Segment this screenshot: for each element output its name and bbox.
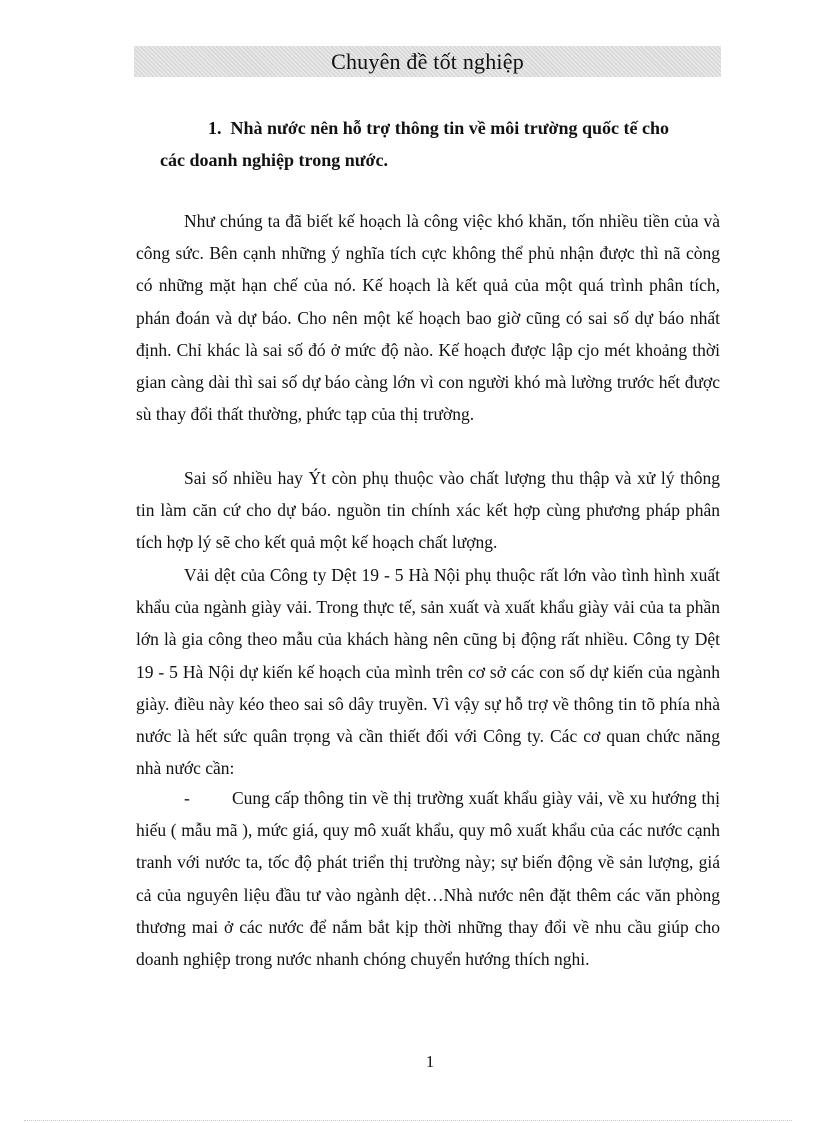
body-paragraph-2 — [136, 462, 720, 559]
body-paragraph-1-text: Như chúng ta đã biết kế hoạch là công việc khó khăn, tốn nhiều tiền của và công sức. Bên cạnh những ý nghĩa tích cực không thể phủ nhận được thì nã còng có những mặt hạn chế của nó. Kế hoạch là kết quả của một quá trình phân tích, phán đoán và dự báo. Cho nên một kế hoạch bao giờ cũng có sai số dự báo nhất định. Chỉ khác là sai số đó ở mức độ nào. Kế hoạch được lập cjo mét khoảng thời gian càng dài thì sai số dự báo càng lớn vì con người khó mà lường trước hết được sù thay đổi thất thường, phức tạp của thị trường. — [136, 211, 720, 425]
body-paragraph-3-text: Vải dệt của Công ty Dệt 19 - 5 Hà Nội phụ thuộc rất lớn vào tình hình xuất khẩu của ngành giày vải. Trong thực tế, sản xuất và xuất khẩu giày vải của ta phần lớn là gia công theo mẫu của khách hàng nên cũng bị động rất nhiều. Công ty Dệt 19 - 5 Hà Nội dự kiến kế hoạch của mình trên cơ sở các con số dự kiến của ngành giày. điều này kéo theo sai sô dây truyền. Vì vậy sự hỗ trợ về thông tin tõ phía nhà nước là hết sức quân trọng và cần thiết đối với Công ty. Các cơ quan chức năng nhà nước cần: — [136, 565, 720, 779]
section-heading-line-1 — [160, 112, 720, 144]
body-paragraph-1 — [136, 205, 720, 430]
page-number: 1 — [425, 1052, 435, 1071]
body-paragraph-2-text: Sai số nhiều hay Ýt còn phụ thuộc vào chất lượng thu thập và xử lý thông tin làm căn cứ cho dự báo. nguồn tin chính xác kết hợp cùng phương pháp phân tích hợp lý sẽ cho kết quả một kế hoạch chất lượng. — [136, 468, 720, 553]
section-heading-line-2: các doanh nghiệp trong nước. — [160, 150, 388, 170]
bullet-paragraph — [136, 782, 720, 975]
section-heading — [160, 112, 720, 176]
bullet-paragraph-text: Cung cấp thông tin về thị trường xuất khẩu giày vải, về xu hướng thị hiếu ( mẫu mã ), mức giá, quy mô xuất khẩu, quy mô xuất khẩu của các nước cạnh tranh với nước ta, tốc độ phát triển thị trường này; sự biến động về sản lượng, giá cả của nguyên liệu đầu tư vào ngành dệt…Nhà nước nên đặt thêm các văn phòng thương mai ở các nước để nắm bắt kịp thời những thay đổi về nhu cầu giúp cho doanh nghiệp trong nước nhanh chóng chuyển hướng thích nghi. — [136, 788, 720, 970]
header-title: Chuyên đề tốt nghiệp — [331, 48, 524, 74]
section-heading-text-1: Nhà nước nên hỗ trợ thông tin về môi trường quốc tế cho — [230, 118, 670, 138]
page-bottom-divider — [24, 1120, 792, 1121]
page-header-banner — [134, 46, 721, 77]
section-heading-number: 1. — [208, 118, 222, 138]
body-paragraph-3 — [136, 559, 720, 784]
bullet-dash: - — [184, 788, 190, 808]
